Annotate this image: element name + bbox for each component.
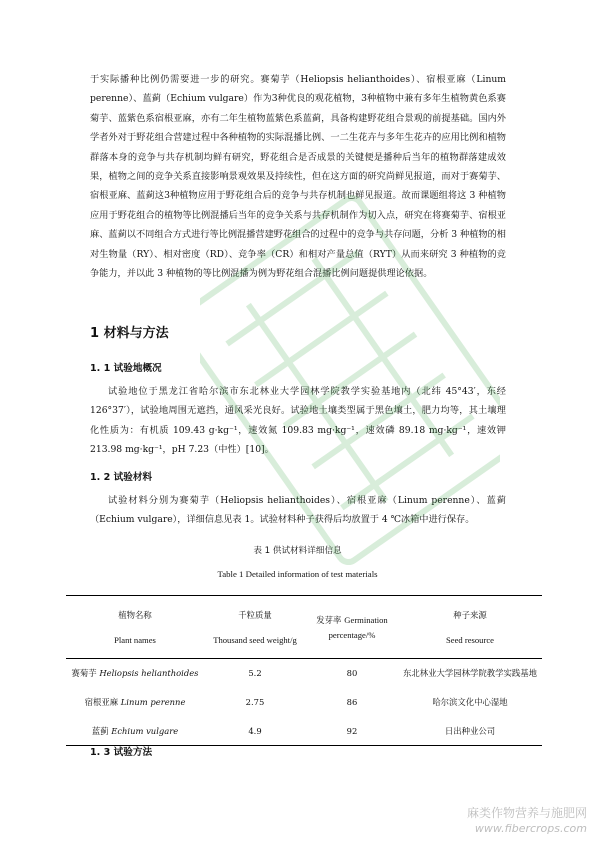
materials-table — [66, 595, 542, 746]
header-germination: 发芽率 Germination percentage/% — [316, 615, 388, 640]
materials-paragraph: 试验材料分别为赛菊芋（Heliopsis helianthoides）、宿根亚麻（Linum perenne）、蓝蓟（Echium vulgare），详细信息见表 1。试验材料种子获得后均放置于 4 ℃冰箱中进行保存。 — [90, 495, 506, 526]
subsection-heading-materials: 1. 2 试验材料 — [90, 472, 153, 483]
cell-germination: 86 — [346, 697, 358, 707]
table-row — [66, 688, 542, 717]
cell-plant-name: 蓝蓟 Echium vulgare — [91, 725, 179, 736]
table-row — [66, 659, 542, 688]
cell-weight: 5.2 — [248, 668, 262, 679]
cell-source: 东北林业大学园林学院教学实践基地 — [403, 668, 537, 679]
header-plant-names: 植物名称 Plant names — [114, 610, 156, 645]
cell-weight: 4.9 — [248, 725, 262, 736]
cell-source: 哈尔滨文化中心湿地 — [432, 697, 508, 707]
header-seed-weight: 千粒质量 Thousand seed weight/g — [213, 610, 297, 645]
table-row — [66, 717, 542, 746]
table-caption-en: Table 1 Detailed information of test materials — [217, 569, 378, 579]
cell-germination: 92 — [346, 725, 358, 736]
table-header-row — [66, 596, 542, 659]
subsection-heading-site: 1. 1 试验地概况 — [90, 363, 162, 374]
table-caption-cn: 表 1 供试材料详细信息 — [253, 546, 342, 556]
footer-site-url: www.fibercrops.com — [474, 822, 587, 835]
section-heading-materials-methods: 1 材料与方法 — [90, 326, 169, 341]
header-seed-resource: 种子来源 Seed resource — [446, 610, 494, 645]
footer-site-name: 麻类作物营养与施肥网 — [466, 806, 587, 820]
cell-plant-name: 宿根亚麻 Linum perenne — [84, 697, 186, 707]
intro-paragraph: 于实际播种比例仍需要进一步的研究。赛菊芋（Heliopsis helianthoides）、宿根亚麻（Linum perenne）、蓝蓟（Echium vulgare）作为3种优良的观花植物，3种植物中兼有多年生植物黄色系赛菊芋、蓝紫色系宿根亚麻，亦有二年生植物蓝紫色系蓝蓟，具备构建野花组合景观的前提基础。国内外学者外对于野花组合营建过程中各种植物的实际混播比例、一二生花卉与多年生花卉的应用比例和植物群落本身的竞争与共存机制均鲜有研究，野花组合是否成景的关键便是播种后当年的植物群落建成效果，植物之间的竞争关系直接影响景观效果及持续性，但在这方面的研究尚鲜见报道，而对于赛菊芋、宿根亚麻、蓝蓟这3种植物应用于野花组合后的竞争与共存机制也鲜见报道。故而课题组将这 3 种植物应用于野花组合的植物等比例混播后当年的竞争关系与共存机制作为切入点，研究在将赛菊芋、宿根亚麻、蓝蓟以不同组合方式进行等比例混播营建野花组合的过程中的竞争与共存问题，分析 3 种植物的相对生物量（RY）、相对密度（RD）、竞争率（CR）和相对产量总值（RYT）从而来研究 3 种植物的竞争能力，并以此 3 种植物的等比例混播为例为野花组合混播比例问题提供理论依据。 — [90, 74, 506, 280]
cell-source: 日出种业公司 — [444, 725, 496, 736]
subsection-heading-methods: 1. 3 试验方法 — [90, 747, 153, 758]
cell-weight: 2.75 — [245, 697, 265, 707]
cell-germination: 80 — [346, 668, 358, 679]
site-paragraph: 试验地位于黑龙江省哈尔滨市东北林业大学园林学院教学实验基地内（北纬 45°43′，东经 126°37′），试验地周围无遮挡，通风采光良好。试验地土壤类型属于黑色壤土，肥力均等，其土壤理化性质为：有机质 109.43 g·kg⁻¹，速效氮 109.83 mg·kg⁻¹，速效磷 89.18 mg·kg⁻¹，速效钾 213.98 mg·kg⁻¹，pH 7.23（中性）[10]。 — [90, 386, 506, 456]
cell-plant-name: 赛菊芋 Heliopsis helianthoides — [71, 668, 199, 679]
